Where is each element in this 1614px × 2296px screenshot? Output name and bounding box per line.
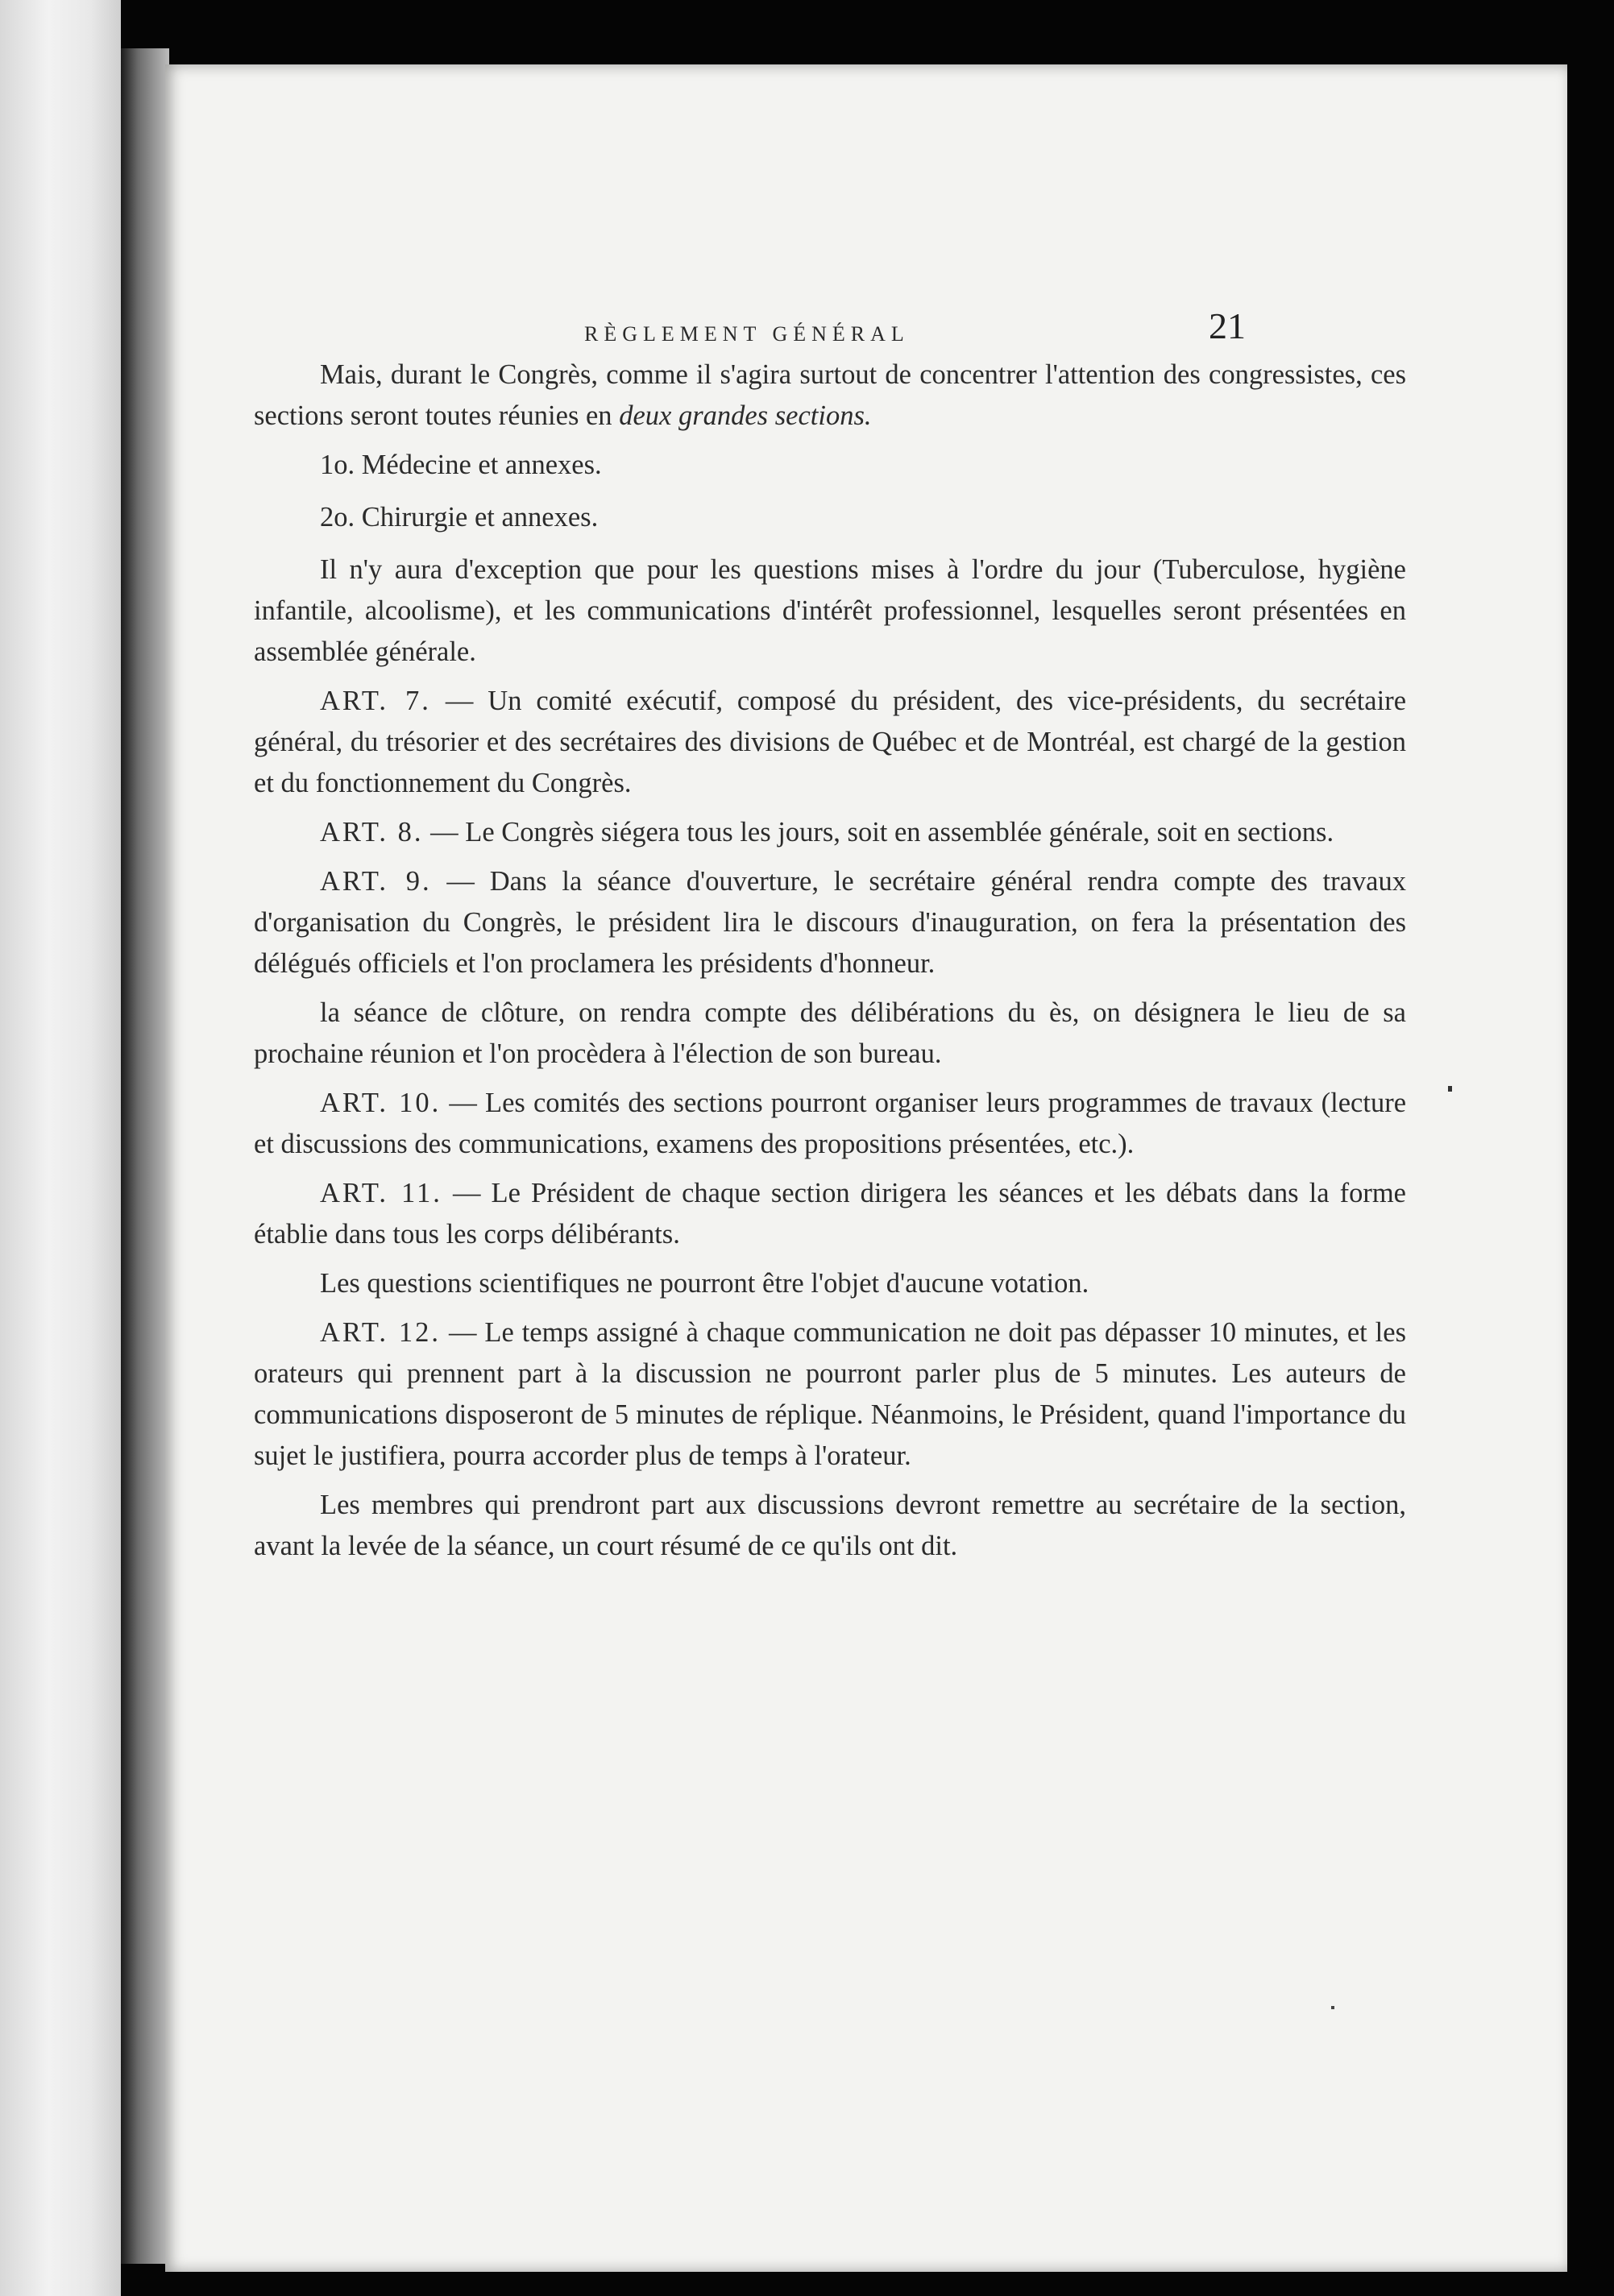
running-title: RÈGLEMENT GÉNÉRAL: [584, 322, 910, 346]
article-11: [254, 1173, 1406, 1255]
paragraph-cloture: la séance de clôture, on rendra compte des délibérations du ès, on désignera le lieu de sa prochaine réunion et l'on procèdera à l'élection de son bureau.: [254, 997, 1406, 1069]
paragraph-sections-intro: [254, 354, 1406, 437]
article-7: [254, 681, 1406, 804]
margin-mark: [1448, 1086, 1452, 1092]
article-8: [254, 812, 1406, 853]
paragraph-text: Mais, durant le Congrès, comme il s'agira surtout de concentrer l'attention des congressistes, ces sections seront toutes réunies en: [254, 359, 1406, 431]
italic-phrase: deux grandes sections.: [619, 400, 872, 431]
page-number: 21: [1209, 305, 1246, 346]
article-text: — Le Président de chaque section dirigera les séances et les débats dans la forme établie dans tous les corps délibérants.: [254, 1178, 1406, 1250]
list-item-medecine: 1o. Médecine et annexes.: [320, 450, 602, 480]
book-gutter-shadow: [121, 48, 169, 2264]
list-item-chirurgie: 2o. Chirurgie et annexes.: [320, 502, 599, 533]
article-text: — Les comités des sections pourront organiser leurs programmes de travaux (lecture et discussions des communications, examens des propositions présentées, etc.).: [254, 1088, 1407, 1159]
article-label: ART. 7.: [320, 686, 431, 716]
running-head: [165, 298, 1567, 346]
article-label: ART. 9.: [320, 866, 432, 897]
article-9: [254, 861, 1406, 984]
article-text: — Le temps assigné à chaque communication ne doit pas dépasser 10 minutes, et les orateurs qui prennent part à la discussion ne pourront parler plus de 5 minutes. Les auteurs de communications disposeront de 5 minutes de réplique. Néanmoins, le Président, quand l'importance du sujet le justifiera, pourra accorder plus de temps à l'orateur.: [254, 1317, 1406, 1471]
article-text: — Dans la séance d'ouverture, le secrétaire général rendra compte des travaux d'organisation du Congrès, le président lira le discours d'inauguration, on fera la présentation des délégués officiels et l'on proclamera les présidents d'honneur.: [254, 866, 1406, 979]
paragraph-membres: Les membres qui prendront part aux discussions devront remettre au secrétaire de la section, avant la levée de la séance, un court résumé de ce qu'ils ont dit.: [254, 1490, 1406, 1561]
article-12: [254, 1312, 1406, 1477]
paragraph-exception: Il n'y aura d'exception que pour les questions mises à l'ordre du jour (Tuberculose, hygiène infantile, alcoolisme), et les communications d'intérêt professionnel, lesquelles seront présentées en assemblée générale.: [254, 554, 1406, 667]
book-page: [165, 64, 1567, 2272]
article-label: ART. 12.: [320, 1317, 442, 1348]
article-label: ART. 10.: [320, 1088, 442, 1118]
previous-page-edge: [0, 0, 121, 2296]
article-text: — Le Congrès siégera tous les jours, soit en assemblée générale, soit en sections.: [430, 817, 1334, 848]
article-label: ART. 11.: [320, 1178, 442, 1208]
ink-speck: [1331, 2006, 1334, 2009]
paragraph-questions: Les questions scientifiques ne pourront être l'objet d'aucune votation.: [320, 1268, 1089, 1299]
article-label: ART. 8.: [320, 817, 424, 848]
article-10: [254, 1083, 1406, 1165]
article-text: — Un comité exécutif, composé du président, des vice-présidents, du secrétaire général, du trésorier et des secrétaires des divisions de Québec et de Montréal, est chargé de la gestion et du fonctionnement du Congrès.: [254, 686, 1407, 798]
page-text: [254, 354, 1406, 1575]
